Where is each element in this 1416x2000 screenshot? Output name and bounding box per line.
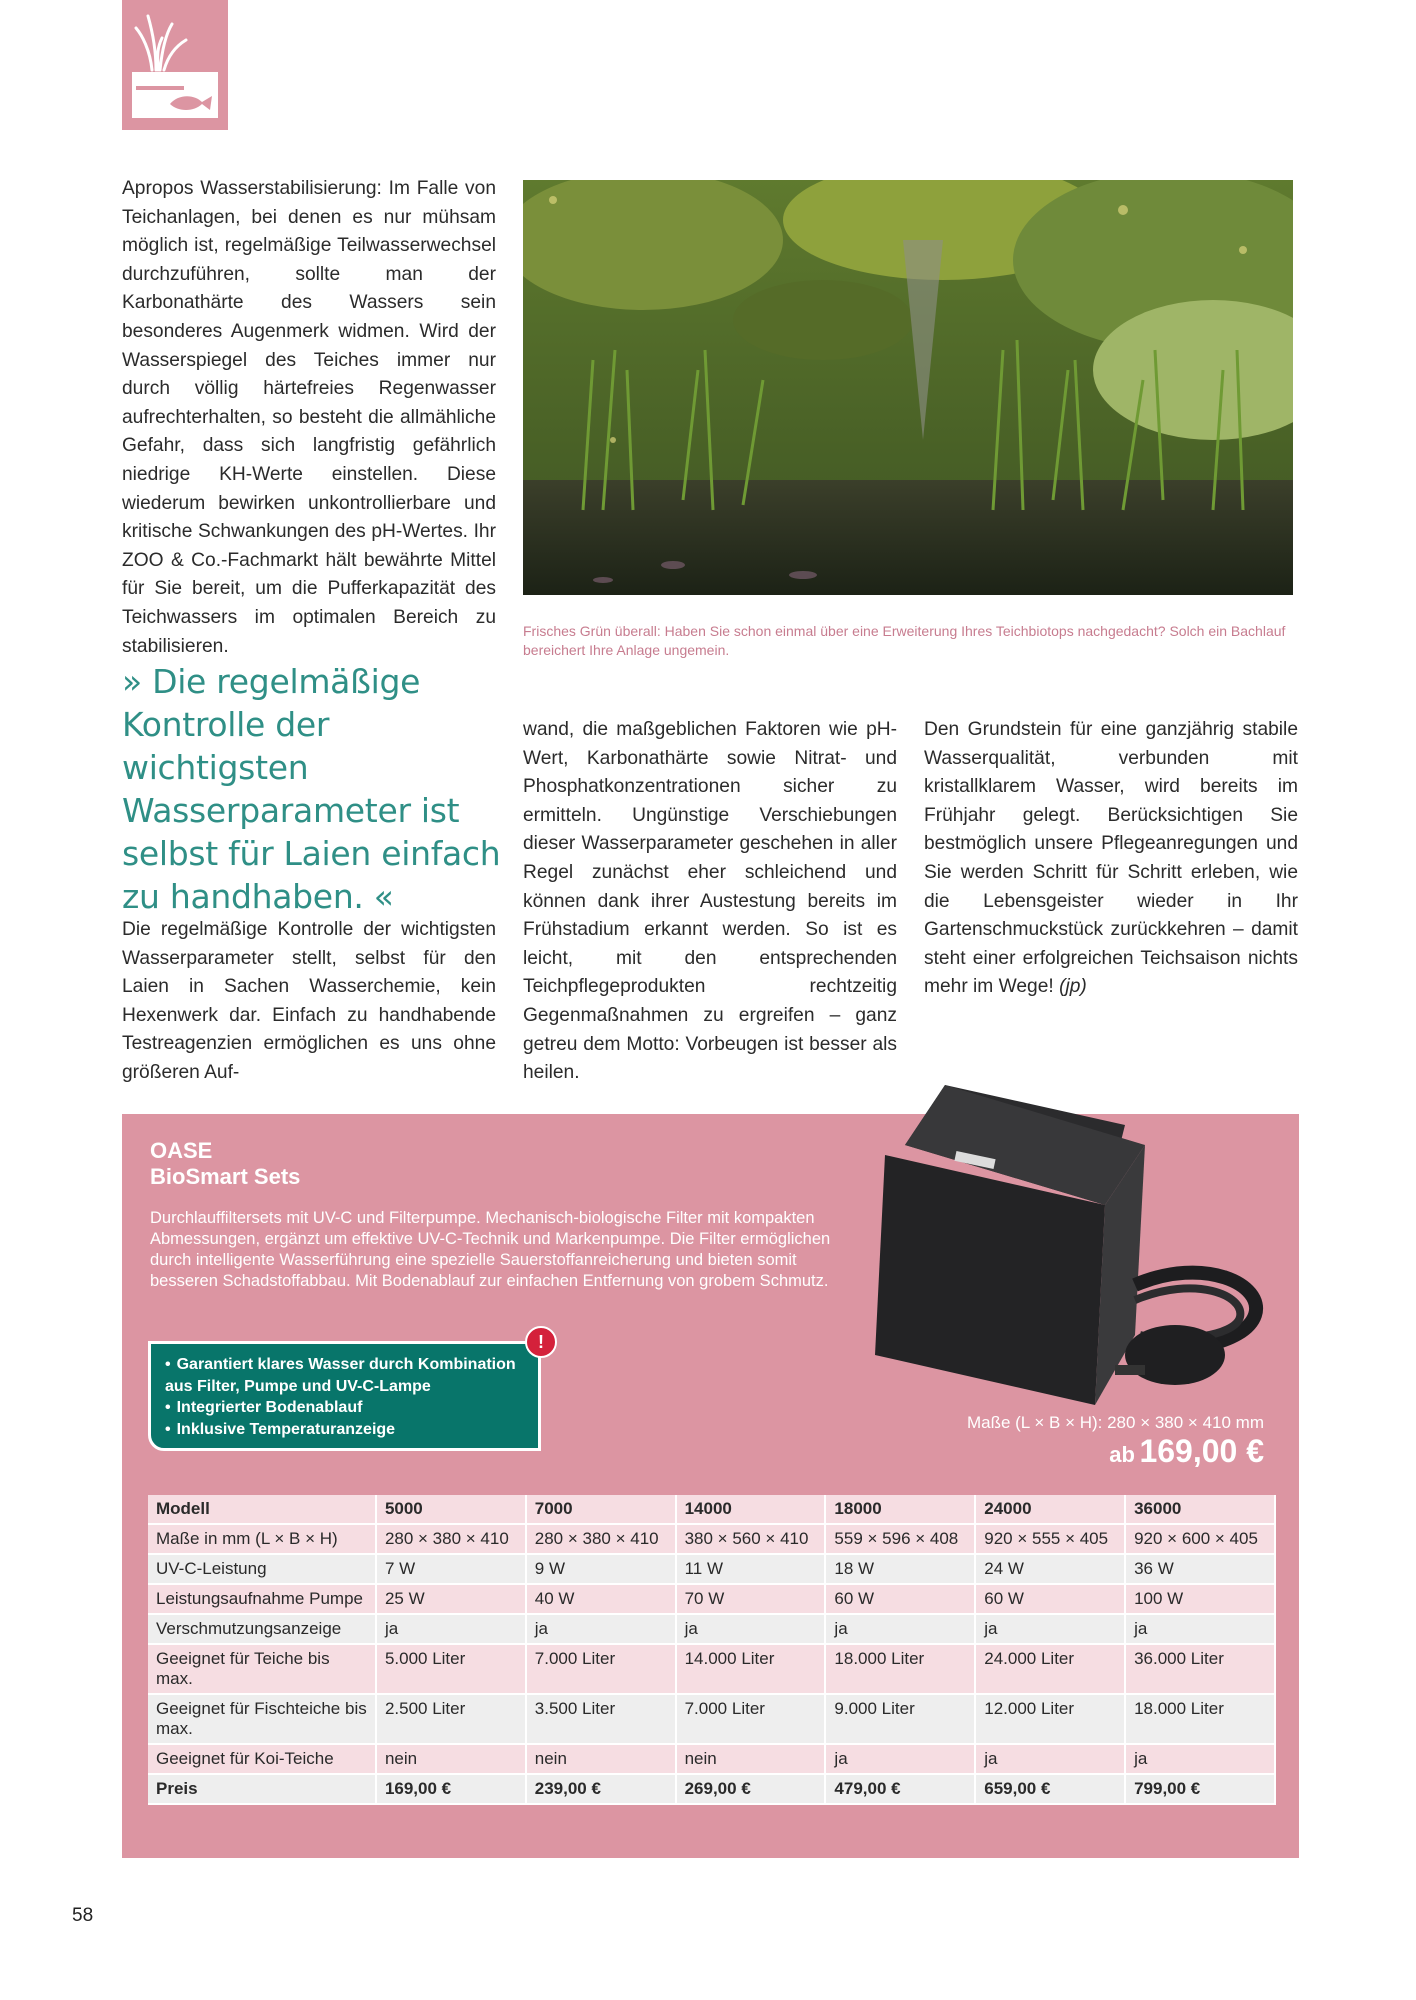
pond-photo	[523, 180, 1293, 595]
table-cell: 14.000 Liter	[676, 1644, 826, 1694]
product-brand: OASE	[150, 1138, 213, 1163]
photo-caption: Frisches Grün überall: Haben Sie schon einmal über eine Erweiterung Ihres Teichbiotops nachgedacht? Solch ein Bachlauf bereichert Ihre Anlage ungemein.	[523, 623, 1286, 658]
feature-item: • Garantiert klares Wasser durch Kombination aus Filter, Pumpe und UV-C-Lampe	[165, 1354, 524, 1397]
table-cell: 239,00 €	[526, 1774, 676, 1804]
table-cell: Preis	[148, 1774, 376, 1804]
product-image	[845, 1085, 1285, 1405]
table-cell: Leistungsaufnahme Pumpe	[148, 1584, 376, 1614]
table-cell: 920 × 555 × 405	[975, 1524, 1125, 1554]
table-cell: 7.000 Liter	[526, 1644, 676, 1694]
table-cell: 269,00 €	[676, 1774, 826, 1804]
table-cell: 18 W	[825, 1554, 975, 1584]
table-cell: 36.000 Liter	[1125, 1644, 1275, 1694]
table-cell: Maße in mm (L × B × H)	[148, 1524, 376, 1554]
pond-filter-product-image	[845, 1085, 1285, 1405]
table-cell: Geeignet für Fischteiche bis max.	[148, 1694, 376, 1744]
table-cell: 12.000 Liter	[975, 1694, 1125, 1744]
table-row	[148, 1584, 1275, 1614]
table-cell: 2.500 Liter	[376, 1694, 526, 1744]
table-cell: ja	[825, 1744, 975, 1774]
alert-icon: !	[538, 1332, 544, 1352]
table-cell: 479,00 €	[825, 1774, 975, 1804]
feature-item: • Inklusive Temperaturanzeige	[165, 1419, 524, 1441]
table-row	[148, 1694, 1275, 1744]
table-cell: 7.000 Liter	[676, 1694, 826, 1744]
table-cell: nein	[376, 1744, 526, 1774]
table-cell: 5.000 Liter	[376, 1644, 526, 1694]
table-row	[148, 1524, 1275, 1554]
left-intro-paragraph: Apropos Wasserstabilisierung: Im Falle von Teichanlagen, bei denen es nur mühsam möglich ist, regelmäßige Teilwasserwechsel durchzuführen, sollte man der Karbonathärte des Wassers sein besonderes Augenmerk widmen. Wird der Wasserspiegel des Teiches immer nur durch völlig härtefreies Regenwasser aufrechterhalten, so besteht die allmähliche Gefahr, dass sich langfristig gefährlich niedrige KH-Werte einstellen. Diese wiederum bewirken unkontrollierbare und kritische Schwankungen des pH-Wertes. Ihr ZOO & Co.-Fachmarkt hält bewährte Mittel für Sie bereit, um die Pufferkapazität des Teichwassers im optimalen Bereich zu stabilisieren.	[122, 178, 496, 657]
table-cell: ja	[1125, 1614, 1275, 1644]
table-row	[148, 1644, 1275, 1694]
pull-quote: » Die regelmäßige Kontrolle der wichtigsten Wasserparameter ist selbst für Laien einfach zu handhaben. «	[122, 662, 501, 916]
table-cell: 380 × 560 × 410	[676, 1524, 826, 1554]
table-cell: nein	[526, 1744, 676, 1774]
specs-table	[148, 1495, 1276, 1805]
table-cell: 18.000 Liter	[825, 1644, 975, 1694]
table-row	[148, 1554, 1275, 1584]
left-second-paragraph: Die regelmäßige Kontrolle der wichtigsten Wasserparameter stellt, selbst für den Laien in Sachen Wasserchemie, kein Hexenwerk dar. Einfach zu handhabende Testreagenzien ermöglichen es uns ohne größeren Auf-	[122, 919, 496, 1083]
product-price-block	[860, 1433, 1264, 1470]
page-number: 58	[72, 1905, 94, 1926]
table-cell: ja	[975, 1614, 1125, 1644]
pond-photo-image	[523, 180, 1293, 595]
table-cell: nein	[676, 1744, 826, 1774]
table-cell: 60 W	[975, 1584, 1125, 1614]
right-column-text: Den Grundstein für eine ganzjährig stabile Wasserqualität, verbunden mit kristallklarem Wasser, wird bereits im Frühjahr gelegt. Berücksichtigen Sie bestmöglich unsere Pflegeanregungen und Sie werden Schritt für Schritt erleben, wie die Lebensgeister wieder in Ihr Gartenschmuckstück zurückkehren – damit steht einer erfolgreichen Teichsaison nichts mehr im Wege!	[924, 719, 1298, 998]
product-description: Durchlauffiltersets mit UV-C und Filterpumpe. Mechanisch-biologische Filter mit kompakten Abmessungen, ergänzt um effektive UV-C-Technik und Markenpumpe. Die Filter ermöglichen durch intelligente Wasserführung eine spezielle Sauerstoffanreicherung und bieten somit besseren Schadstoffabbau. Mit Bodenablauf zur einfachen Entfernung von grobem Schmutz.	[150, 1209, 831, 1290]
product-name: BioSmart Sets	[150, 1164, 301, 1189]
table-cell: Geeignet für Teiche bis max.	[148, 1644, 376, 1694]
table-cell: 40 W	[526, 1584, 676, 1614]
table-cell: 559 × 596 × 408	[825, 1524, 975, 1554]
table-header-cell: 14000	[676, 1495, 826, 1524]
table-cell: 70 W	[676, 1584, 826, 1614]
table-header-cell: 18000	[825, 1495, 975, 1524]
table-cell: 3.500 Liter	[526, 1694, 676, 1744]
table-cell: 11 W	[676, 1554, 826, 1584]
table-header-cell: 7000	[526, 1495, 676, 1524]
feature-item: • Integrierter Bodenablauf	[165, 1397, 524, 1419]
specs-table-wrapper	[148, 1495, 1276, 1805]
table-cell: 100 W	[1125, 1584, 1275, 1614]
table-header-cell: 5000	[376, 1495, 526, 1524]
table-header-cell: 36000	[1125, 1495, 1275, 1524]
pond-plant-fish-icon	[122, 0, 228, 130]
table-cell: 920 × 600 × 405	[1125, 1524, 1275, 1554]
product-price: 169,00 €	[1139, 1433, 1264, 1469]
table-cell: 24 W	[975, 1554, 1125, 1584]
table-row	[148, 1614, 1275, 1644]
table-cell: Verschmutzungsanzeige	[148, 1614, 376, 1644]
table-cell: 799,00 €	[1125, 1774, 1275, 1804]
table-cell: 9 W	[526, 1554, 676, 1584]
table-cell: 169,00 €	[376, 1774, 526, 1804]
table-cell: Geeignet für Koi-Teiche	[148, 1744, 376, 1774]
table-cell: 24.000 Liter	[975, 1644, 1125, 1694]
table-header-cell: 24000	[975, 1495, 1125, 1524]
middle-column-paragraph: wand, die maßgeblichen Faktoren wie pH-Wert, Karbonathärte sowie Nitrat- und Phosphatkonzentrationen sicher zu ermitteln. Ungünstige Verschiebungen dieser Wasserparameter geschehen in aller Regel zunächst eher schleichend und können dank ihrer Austestung bereits im Frühstadium erkannt werden. So ist es leicht, mit den entsprechenden Teichpflegeprodukten rechtzeitig Gegenmaßnahmen zu ergreifen – ganz getreu dem Motto: Vorbeugen ist besser als heilen.	[523, 719, 897, 1084]
table-cell: 659,00 €	[975, 1774, 1125, 1804]
table-cell: 25 W	[376, 1584, 526, 1614]
table-header-row	[148, 1495, 1275, 1524]
alert-badge	[525, 1326, 557, 1358]
table-cell: ja	[1125, 1744, 1275, 1774]
table-cell: 18.000 Liter	[1125, 1694, 1275, 1744]
table-price-row	[148, 1774, 1275, 1804]
table-cell: 280 × 380 × 410	[526, 1524, 676, 1554]
table-cell: ja	[376, 1614, 526, 1644]
table-cell: ja	[825, 1614, 975, 1644]
feature-box	[148, 1341, 541, 1451]
table-cell: ja	[676, 1614, 826, 1644]
table-cell: 280 × 380 × 410	[376, 1524, 526, 1554]
table-cell: 7 W	[376, 1554, 526, 1584]
right-column-paragraph	[924, 716, 1298, 1002]
price-prefix: ab	[1109, 1442, 1135, 1467]
header-icon-box	[122, 0, 228, 130]
table-row	[148, 1744, 1275, 1774]
author-initials: (jp)	[1059, 976, 1087, 998]
table-cell: 60 W	[825, 1584, 975, 1614]
table-cell: 9.000 Liter	[825, 1694, 975, 1744]
table-cell: ja	[975, 1744, 1125, 1774]
table-cell: 36 W	[1125, 1554, 1275, 1584]
table-cell: UV-C-Leistung	[148, 1554, 376, 1584]
table-cell: ja	[526, 1614, 676, 1644]
product-dimensions: Maße (L × B × H): 280 × 380 × 410 mm	[966, 1413, 1264, 1432]
table-header-cell: Modell	[148, 1495, 376, 1524]
